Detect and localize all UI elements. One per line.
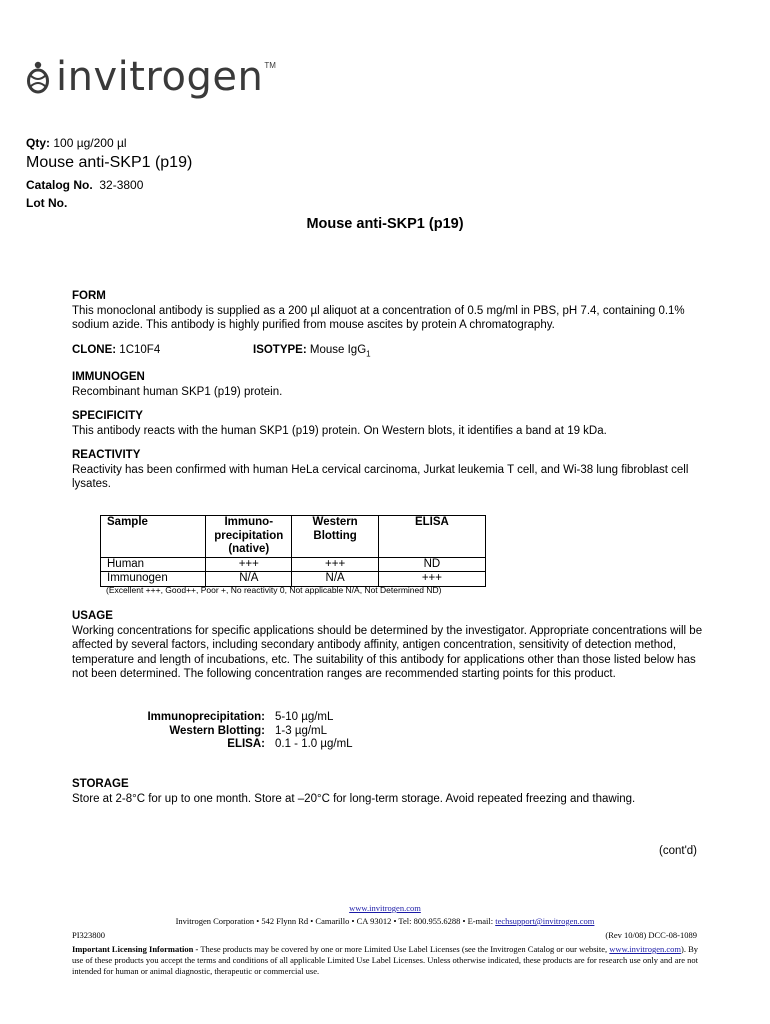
support-email-link[interactable]: techsupport@invitrogen.com	[495, 916, 595, 926]
qty-line	[26, 136, 127, 150]
qty-value: 100 µg/200 µl	[53, 136, 127, 150]
storage-section	[72, 777, 712, 806]
list-item	[100, 738, 353, 752]
concentration-value: 1-3 µg/mL	[275, 724, 328, 737]
list-item	[100, 711, 353, 725]
table-row	[101, 572, 486, 587]
clone-label: CLONE:	[72, 344, 117, 356]
license-info	[72, 944, 698, 977]
form-heading: FORM	[72, 290, 106, 302]
catalog-label: Catalog No.	[26, 178, 93, 192]
catalog-line	[26, 178, 143, 192]
invitrogen-logo	[26, 55, 276, 101]
footer-website	[0, 903, 770, 914]
lot-line	[26, 196, 67, 210]
reactivity-section	[72, 448, 712, 492]
storage-heading: STORAGE	[72, 778, 129, 790]
usage-heading: USAGE	[72, 610, 113, 622]
reactivity-table	[100, 515, 486, 587]
continued-note: (cont'd)	[659, 845, 697, 857]
license-website-link[interactable]: www.invitrogen.com	[609, 944, 681, 954]
concentration-value: 5-10 µg/mL	[275, 711, 334, 723]
form-section	[72, 289, 712, 333]
isotype-subscript: 1	[366, 349, 371, 359]
table-header-cell: ELISA	[378, 516, 485, 558]
storage-text: Store at 2-8°C for up to one month. Store at –20°C for long-term storage. Avoid repeated freezing and thawing.	[72, 792, 636, 805]
table-cell: +++	[378, 572, 485, 587]
concentration-value: 0.1 - 1.0 µg/mL	[275, 738, 353, 750]
isotype-value: Mouse IgG	[309, 344, 367, 356]
reactivity-heading: REACTIVITY	[72, 449, 141, 461]
logo-trademark: TM	[264, 61, 276, 70]
specificity-section	[72, 409, 712, 438]
list-item	[100, 725, 353, 739]
concentration-list	[100, 711, 353, 752]
form-text: This monoclonal antibody is supplied as a 200 µl aliquot at a concentration of 0.5 mg/ml in PBS, pH 7.4, containing 0.1% sodium azide. This antibody is highly purified from mouse ascites by protein A chromatography.	[72, 304, 685, 331]
usage-text: Working concentrations for specific applications should be determined by the investigator. Appropriate concentrations will be affected by several factors, including secondary antibody affinity, antigen concentration, sensitivity of detection method, temperature and length of incubations, etc. The suitability of this antibody for applications other than those listed below has not been determined. The following concentration ranges are recommended starting points for this product.	[72, 624, 703, 680]
table-cell: +++	[206, 557, 292, 572]
concentration-label: Western Blotting:	[169, 724, 265, 737]
table-header-row	[101, 516, 486, 558]
table-cell: N/A	[206, 572, 292, 587]
license-text-part2: ). By use of these products you accept the terms and conditions of all applicable Limited Use Label Licenses. Unless otherwise indicated, these products are for research use only and are not intended for human or animal diagnostic, therapeutic or commercial use.	[72, 944, 699, 976]
table-header-cell: Sample	[101, 516, 206, 558]
table-cell: N/A	[292, 572, 378, 587]
logo-wordmark: invitrogen	[56, 54, 264, 100]
qty-label: Qty:	[26, 136, 50, 150]
reactivity-text: Reactivity has been confirmed with human HeLa cervical carcinoma, Jurkat leukemia T cell, and Wi-38 lung fibroblast cell lysates.	[72, 463, 689, 490]
concentration-label: Immunoprecipitation:	[147, 711, 265, 723]
catalog-value: 32-3800	[99, 178, 144, 192]
table-row	[101, 557, 486, 572]
immunogen-text: Recombinant human SKP1 (p19) protein.	[72, 385, 283, 398]
specificity-heading: SPECIFICITY	[72, 410, 143, 422]
website-link[interactable]: www.invitrogen.com	[349, 903, 421, 913]
immunogen-heading: IMMUNOGEN	[72, 371, 145, 383]
reactivity-legend: (Excellent +++, Good++, Poor +, No reactivity 0, Not applicable N/A, Not Determined ND)	[106, 585, 442, 595]
footer-doc-id: PI323800	[72, 930, 106, 940]
usage-section	[72, 609, 712, 682]
table-header-cell: Immuno- precipitation (native)	[206, 516, 292, 558]
specificity-text: This antibody reacts with the human SKP1 (p19) protein. On Western blots, it identifies a band at 19 kDa.	[72, 424, 607, 437]
concentration-label: ELISA:	[227, 738, 265, 750]
clone-value: 1C10F4	[119, 344, 161, 356]
footer-address-text: Invitrogen Corporation • 542 Flynn Rd • Camarillo • CA 93012 • Tel: 800.955.6288 • E-mail:	[175, 916, 496, 926]
footer-revision: (Rev 10/08) DCC-08-1089	[605, 930, 697, 940]
table-cell: Human	[101, 557, 206, 572]
product-name: Mouse anti-SKP1 (p19)	[26, 154, 193, 171]
footer-address	[0, 916, 770, 927]
isotype-label: ISOTYPE:	[253, 344, 307, 356]
license-heading: Important Licensing Information -	[72, 944, 199, 954]
table-cell: ND	[378, 557, 485, 572]
logo-helix-icon	[26, 61, 50, 101]
license-text-part1: These products may be covered by one or more Limited Use Label Licenses (see the Invitrogen Catalog or our website,	[198, 944, 610, 954]
page-title: Mouse anti-SKP1 (p19)	[306, 216, 464, 232]
table-cell: Immunogen	[101, 572, 206, 587]
table-cell: +++	[292, 557, 378, 572]
immunogen-section	[72, 370, 712, 399]
table-header-cell: Western Blotting	[292, 516, 378, 558]
lot-label: Lot No.	[26, 196, 68, 210]
